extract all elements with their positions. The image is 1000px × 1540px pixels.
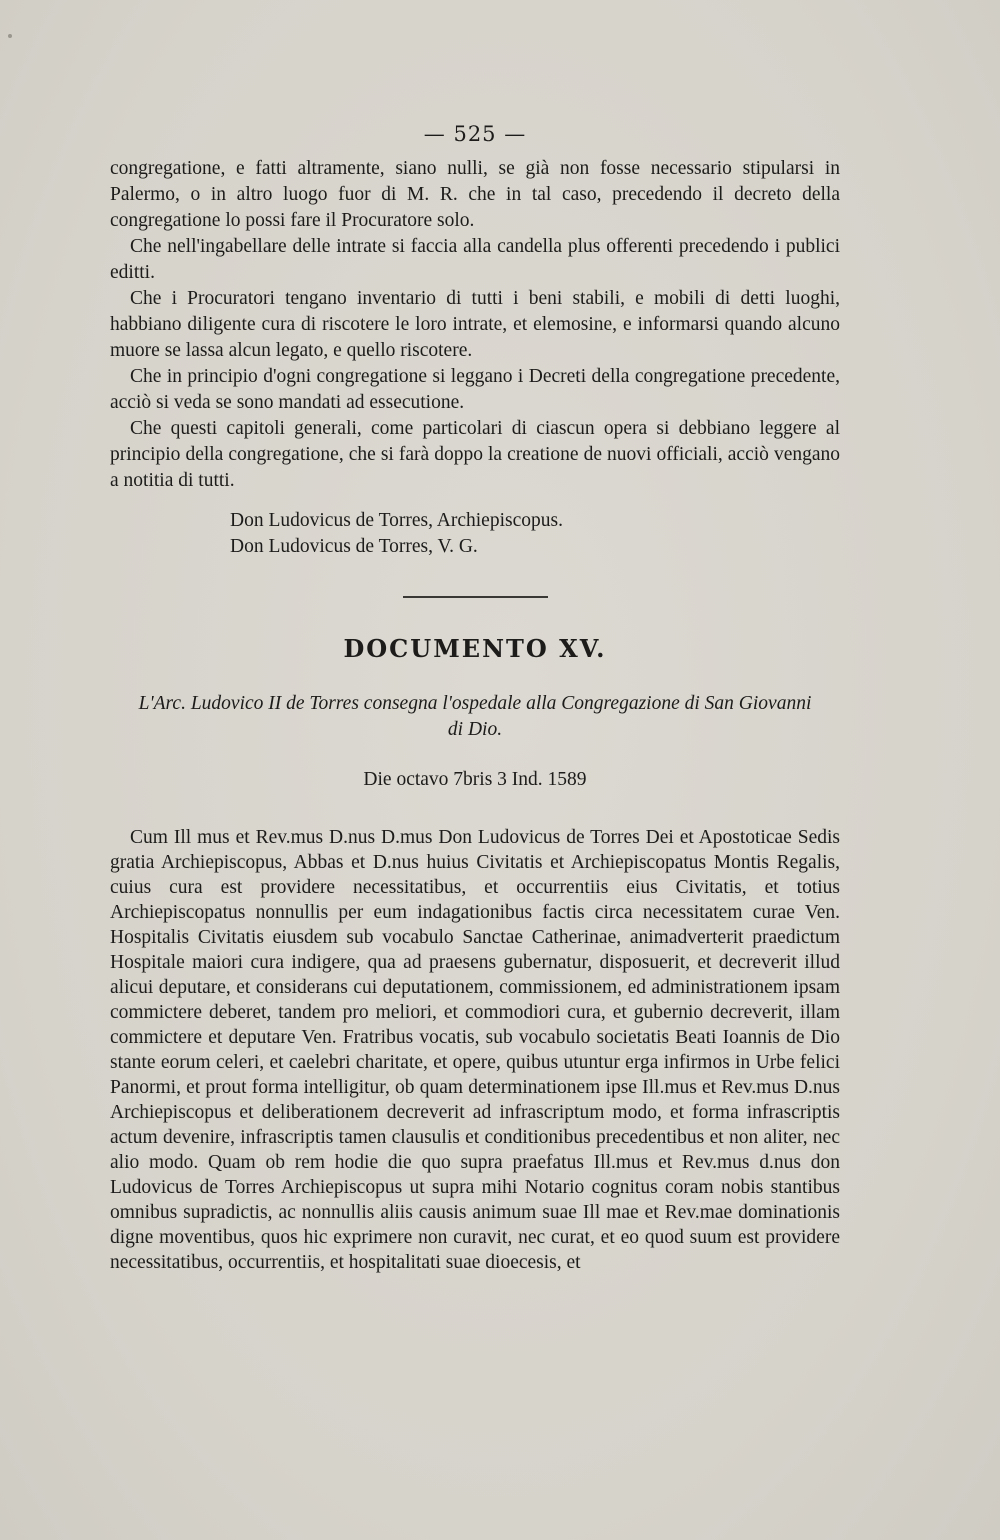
page-number: — 525 — (423, 122, 527, 146)
paper-speck (8, 34, 12, 38)
paragraph: Che nell'ingabellare delle intrate si faccia alla candella plus offerenti precedendo i publici editti. (110, 236, 840, 283)
paragraph: congregatione, e fatti altramente, siano nulli, se già non fosse necessario stipularsi in Palermo, o in altro luogo fuor di M. R. che in tal caso, precedendo il decreto della congregatione lo possi fare il Procuratore solo. (110, 158, 840, 231)
signature-block (110, 508, 840, 560)
document-date: Die octavo 7bris 3 Ind. 1589 (363, 769, 587, 790)
paragraph: Che questi capitoli generali, come particolari di ciascun opera si debbiano leggere al principio della congregatione, che si farà doppo la creatione de nuovi officiali, acciò vengano a notitia di tutti. (110, 418, 840, 491)
paragraph: Che i Procuratori tengano inventario di tutti i beni stabili, e mobili di detti luoghi, habbiano diligente cura di riscotere le loro intrate, et elemosine, e informarsi quando alcuno muore se lassa alcun legato, e quello riscotere. (110, 288, 840, 361)
document-title: DOCUMENTO XV. (343, 634, 607, 663)
latin-text: Cum Ill mus et Rev.mus D.nus D.mus Don Ludovicus de Torres Dei et Apostoticae Sedis gratia Archiepiscopus, Abbas et D.nus huius Civitatis et Archiepiscopatus Montis Regalis, cuius cura est providere necessitatibus, et occurrentiis eius Civitatis, et totius Archiepiscopatus nonnullis per eum indagationibus factis circa necessitatem curae Ven. Hospitalis Civitatis eiusdem sub vocabulo Sanctae Catherinae, animadverterit praedictum Hospitale maiori cura indigere, qua ad praesens gubernatur, disposuerit, et decreverit illud alicui deputare, et considerans cui deputationem, commissionem, ed administrationem ipsam commictere deberet, tandem pro meliori, et commodiori cura, et gubernio decreverit, illam commictere et deputare Ven. Fratribus vocatis, sub vocabulo societatis Beati Ioannis de Dio stante eorum celeri, et caelebri charitate, et opere, quibus utuntur erga infirmos in Urbe felici Panormi, et prout forma intelligitur, ob quam determinationem ipse Ill.mus et Rev.mus D.nus Archiepiscopus et deliberationem decreverit ad infrascriptum modo, et forma infrascriptis actum devenire, infrascriptis tamen clausulis et conditionibus precedentibus et non aliter, nec alio modo. Quam ob rem hodie die quo supra praefatus Ill.mus et Rev.mus d.nus don Ludovicus de Torres Archiepiscopus ut supra mihi Notario cognitus coram nobis stantibus omnibus supradictis, ac nonnullis aliis causis animum suae Ill mae et Rev.mae dominationis digne moventibus, quos hic exprimere non curavit, nec curat, et eo quod suum est providere necessitatibus, occurrentiis, et hospitalitati suae dioecesis, et (110, 827, 840, 1273)
signature-line: Don Ludovicus de Torres, Archiepiscopus. (230, 510, 563, 531)
document-summary: L'Arc. Ludovico II de Torres consegna l'ospedale alla Congregazione di San Giovanni di Dio. (138, 693, 812, 740)
italian-chapters (110, 156, 840, 494)
signature-line: Don Ludovicus de Torres, V. G. (230, 536, 478, 557)
section-divider (403, 596, 548, 598)
paragraph: Che in principio d'ogni congregatione si leggano i Decreti della congregatione precedente, acciò si veda se sono mandati ad essecutione. (110, 366, 840, 413)
